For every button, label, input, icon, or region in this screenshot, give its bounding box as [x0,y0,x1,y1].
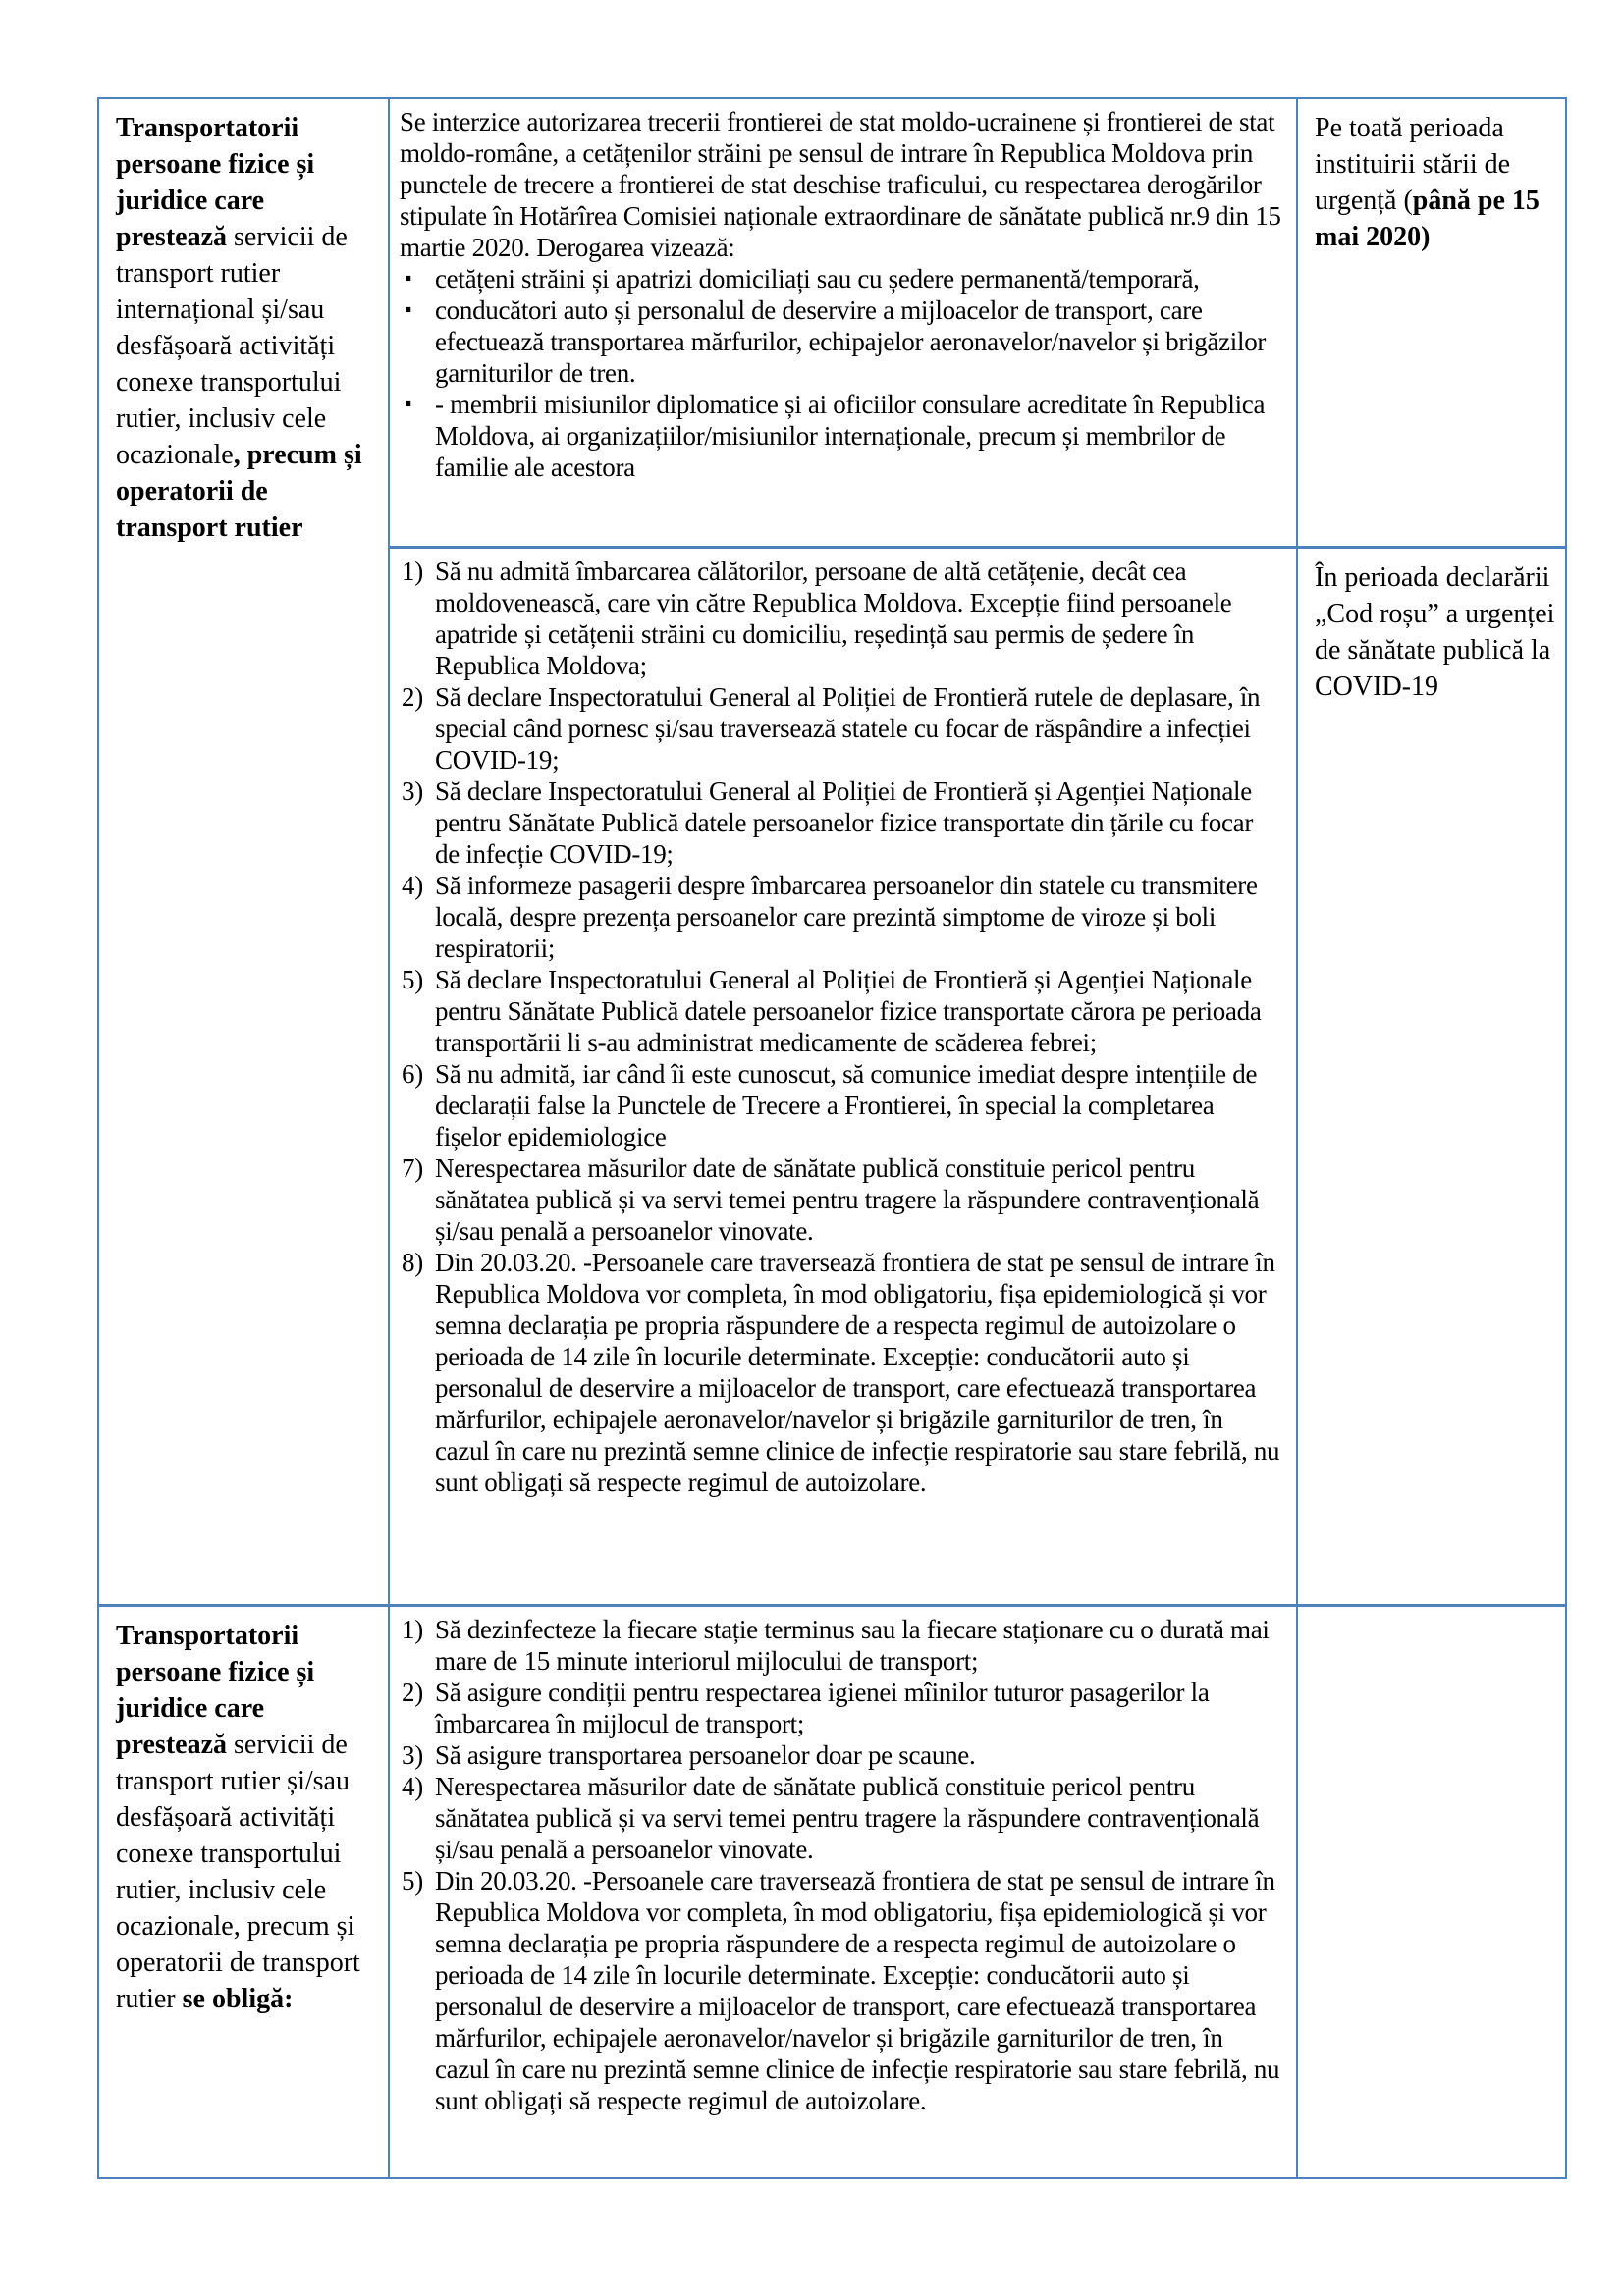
item-number: 8) [402,1248,423,1277]
list-item [400,1152,1282,1247]
list-item [400,1614,1282,1677]
carriers-definition-bold-tail: , precum și operatorii de transport rutier [116,440,362,543]
item-number: 3) [402,776,423,806]
obligation-text: Să declare Inspectoratului General al Poliției de Frontieră și Agenției Naționale pentru Sănătate Publică datele persoanelor fizice transportate cărora pe perioada transportării li s-au administrat medicamente de scăderea febrei; [435,965,1262,1057]
item-number: 4) [402,871,423,900]
list-item [400,1677,1282,1739]
list-item [400,1771,1282,1865]
table-cell-obligations-domestic [390,1607,1298,2177]
obligation-text: Să asigure condiții pentru respectarea igienei mîinilor tuturor pasagerilor la îmbarcarea în mijlocul de transport; [435,1678,1210,1738]
obligations-numbered-list-2 [400,1614,1282,2116]
period-emergency-bold-date: până pe 15 mai 2020) [1315,186,1540,252]
obligation-text: Să nu admită îmbarcarea călătorilor, persoane de altă cetățenie, decât cea moldovenească, care vin către Republica Moldova. Excepție fiind persoanele apatride și cetățenii străini cu domiciliu, reședință sau permis de ședere în Republica Moldova; [435,557,1232,680]
list-item [400,681,1282,775]
table-cell-border-prohibition [390,99,1298,549]
period-code-red-text: În perioada declarării „Cod roșu” a urgenței de sănătate publică la COVID-19 [1315,562,1555,702]
item-number: 4) [402,1772,423,1801]
obligation-text: Să declare Inspectoratului General al Poliției de Frontieră și Agenției Naționale pentru Sănătate Publică datele persoanelor fizice transportate din țările cu focar de infecție COVID-19; [435,776,1254,869]
list-item [400,870,1282,964]
period-emergency-normal: Pe toată perioada instituirii stării de urgență ( [1315,113,1511,216]
item-number: 1) [402,1615,423,1644]
list-item [400,556,1282,681]
item-number: 5) [402,1866,423,1896]
table-cell-carriers-obliged [99,1607,390,2177]
list-item [400,294,1282,389]
obligation-text: Să nu admită, iar când îi este cunoscut, să comunice imediat despre intențiile de declarații false la Punctele de Trecere a Frontierei, în special la completarea fișelor epidemiologice [435,1059,1258,1151]
carriers-obliged-bold-lead: Transportatorii persoane fizice și juridice care prestează [116,1621,315,1760]
derogation-bullet-list [400,263,1282,483]
regulation-table [97,97,1567,2179]
list-item [400,775,1282,870]
obligation-text: Să declare Inspectoratului General al Poliției de Frontieră rutele de deplasare, în special când pornesc și/sau traversează statele cu focar de răspândire a infecției COVID-19; [435,682,1261,774]
obligation-text: Să informeze pasagerii despre îmbarcarea persoanelor din statele cu transmitere locală, despre prezența persoanelor care prezintă simptome de viroze și boli respiratorii; [435,871,1258,963]
prohibition-paragraph: Se interzice autorizarea trecerii frontierei de stat moldo-ucrainene și frontierei de stat moldo-române, a cetățenilor străini pe sensul de intrare în Republica Moldova prin punctele de trecere a frontierei de stat deschise traficului, cu respectarea derogărilor stipulate în Hotărîrea Comisiei naționale extraordinare de sănătate publică nr.9 din 15 martie 2020. Derogarea vizează: [400,107,1281,262]
table-cell-period-emergency [1298,99,1565,549]
list-item [400,263,1282,294]
obligation-text: Nerespectarea măsurilor date de sănătate publică constituie pericol pentru sănătatea publică și va servi temei pentru tragere la răspundere contravențională și/sau penală a persoanelor vinovate. [435,1772,1260,1864]
derogation-bullet-text: - membrii misiunilor diplomatice și ai oficiilor consulare acreditate în Republica Moldova, ai organizațiilor/misiunilor internaționale, precum și membrilor de familie ale acestora [435,390,1266,482]
carriers-obliged-normal: servicii de transport rutier și/sau desfășoară activități conexe transportului rutier, inclusiv cele ocazionale, precum și operatorii de transport rutier [116,1730,360,2014]
table-cell-obligations-international [390,549,1298,1607]
obligation-text: Să asigure transportarea persoanelor doar pe scaune. [435,1740,976,1770]
carriers-definition-bold-lead: Transportatorii persoane fizice și juridice care prestează [116,113,315,252]
item-number: 3) [402,1740,423,1770]
obligation-text: Din 20.03.20. -Persoanele care traversează frontiera de stat pe sensul de intrare în Republica Moldova vor completa, în mod obligatoriu, fișa epidemiologică și vor semna declarația pe propria răspundere de a respecta regimul de autoizolare o perioada de 14 zile în locurile determinate. Excepție: conducătorii auto și personalul de deservire a mijloacelor de transport, care efectuează transportarea mărfurilor, echipajele aeronavelor/navelor și brigăzile garniturilor de tren, în cazul în care nu prezintă semne clinice de infecție respiratorie sau stare febrilă, nu sunt obligați să respecte regimul de autoizolare. [435,1866,1280,2115]
square-bullet-icon: ▪ [405,297,412,321]
list-item [400,1739,1282,1771]
item-number: 7) [402,1153,423,1183]
list-item [400,1058,1282,1152]
item-number: 2) [402,682,423,712]
carriers-obliged-bold-tail: se obligă: [182,1984,294,2014]
square-bullet-icon: ▪ [405,392,412,415]
list-item [400,1247,1282,1498]
obligation-text: Din 20.03.20. -Persoanele care traversează frontiera de stat pe sensul de intrare în Republica Moldova vor completa, în mod obligatoriu, fișa epidemiologică și vor semna declarația pe propria răspundere de a respecta regimul de autoizolare o perioada de 14 zile în locurile determinate. Excepție: conducătorii auto și personalul de deservire a mijloacelor de transport, care efectuează transportarea mărfurilor, echipajele aeronavelor/navelor și brigăzile garniturilor de tren, în cazul în care nu prezintă semne clinice de infecție respiratorie sau stare febrilă, nu sunt obligați să respecte regimul de autoizolare. [435,1248,1280,1497]
table-cell-empty [1298,1607,1565,2177]
square-bullet-icon: ▪ [405,266,412,290]
derogation-bullet-text: conducători auto și personalul de deservire a mijloacelor de transport, care efectuează transportarea mărfurilor, echipajelor aeronavelor/navelor și brigăzilor garniturilor de tren. [435,295,1267,388]
list-item [400,964,1282,1058]
obligation-text: Nerespectarea măsurilor date de sănătate publică constituie pericol pentru sănătatea publică și va servi temei pentru tragere la răspundere contravențională și/sau penală a persoanelor vinovate. [435,1153,1260,1246]
item-number: 1) [402,557,423,586]
carriers-definition-normal: servicii de transport rutier internațional și/sau desfășoară activități conexe transportului rutier, inclusiv cele ocazionale [116,222,348,470]
item-number: 6) [402,1059,423,1089]
table-cell-carriers-definition [99,99,390,1607]
list-item [400,389,1282,483]
table-cell-period-code-red [1298,549,1565,1607]
obligations-numbered-list [400,556,1282,1498]
item-number: 5) [402,965,423,994]
obligation-text: Să dezinfecteze la fiecare stație terminus sau la fiecare staționare cu o durată mai mare de 15 minute interiorul mijlocului de transport; [435,1615,1270,1676]
item-number: 2) [402,1678,423,1707]
derogation-bullet-text: cetățeni străini și apatrizi domiciliați sau cu ședere permanentă/temporară, [435,264,1200,294]
list-item [400,1865,1282,2116]
